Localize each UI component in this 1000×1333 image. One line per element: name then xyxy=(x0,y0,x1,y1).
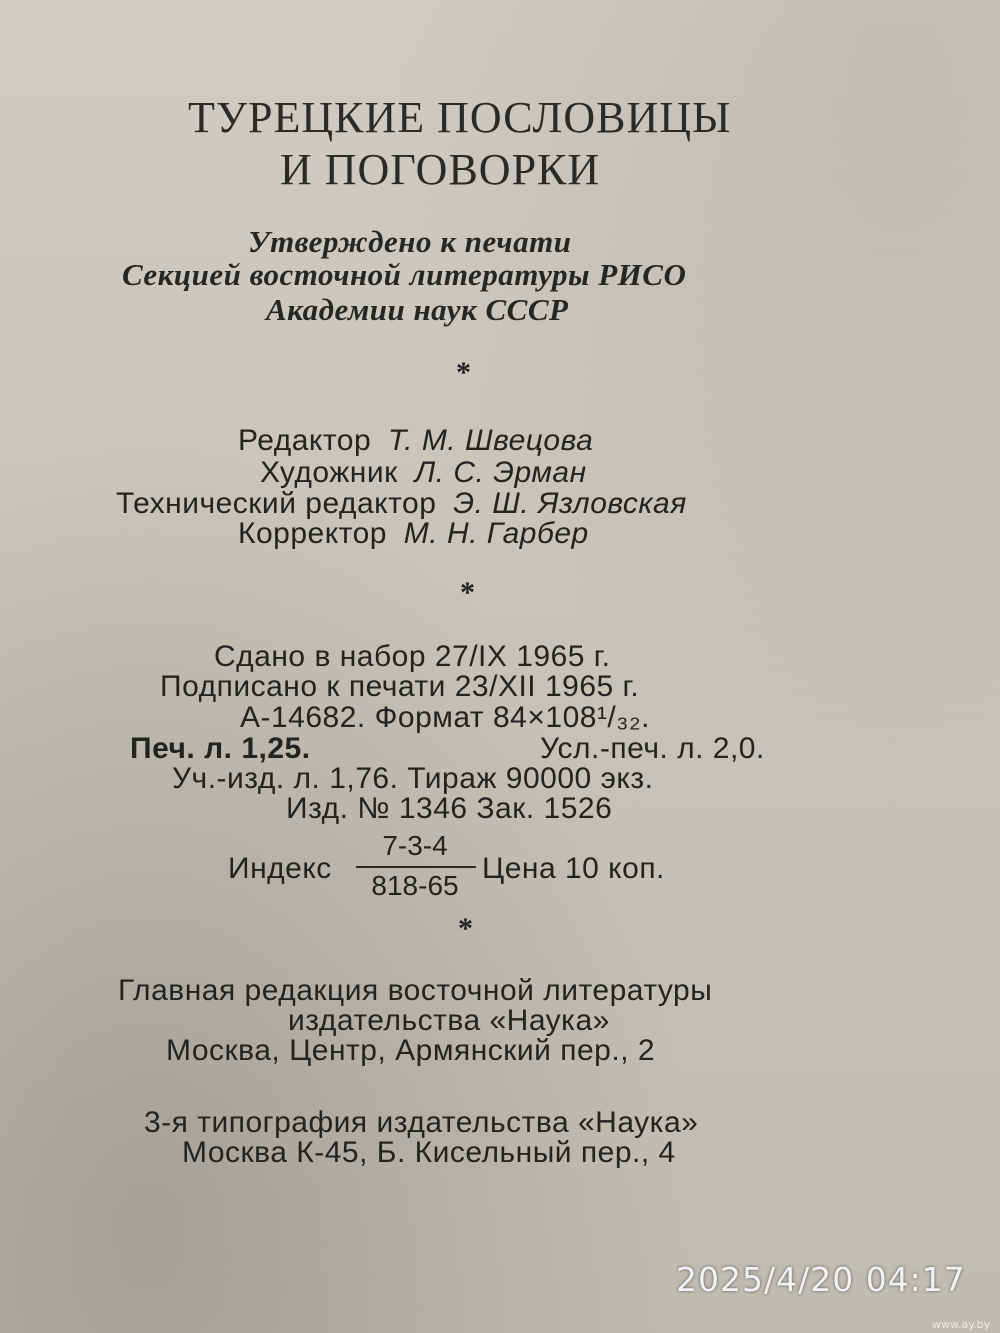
separator-star-2: * xyxy=(460,576,476,609)
publisher-line-1: Главная редакция восточной литературы xyxy=(118,974,713,1007)
credit-name: Л. С. Эрман xyxy=(414,456,587,489)
credit-editor xyxy=(238,424,593,458)
index-denominator: 818-65 xyxy=(371,870,459,901)
credit-proofreader xyxy=(238,517,589,551)
credit-role: Технический редактор xyxy=(116,487,437,520)
approval-line-1: Утверждено к печати xyxy=(248,224,572,259)
credit-tech-editor xyxy=(116,487,687,521)
separator-star-3: * xyxy=(458,912,474,945)
printing-line-6: Изд. № 1346 Зак. 1526 xyxy=(286,792,613,825)
publisher-line-3: Москва, Центр, Армянский пер., 2 xyxy=(166,1034,656,1067)
site-watermark: www.ay.by xyxy=(932,1318,991,1331)
credit-role: Художник xyxy=(260,456,398,489)
index-numerator: 7-3-4 xyxy=(382,830,448,861)
index-fraction-bar xyxy=(356,866,476,868)
approval-line-2: Секцией восточной литературы РИСО xyxy=(122,257,687,292)
book-title-line-1: ТУРЕЦКИЕ ПОСЛОВИЦЫ xyxy=(188,93,732,142)
printer-line-2: Москва К-45, Б. Кисельный пер., 4 xyxy=(182,1136,676,1169)
publisher-line-2: издательства «Наука» xyxy=(288,1004,610,1037)
credit-role: Корректор xyxy=(238,517,387,550)
printing-line-5: Уч.-изд. л. 1,76. Тираж 90000 экз. xyxy=(172,762,654,795)
credit-name: Т. М. Швецова xyxy=(387,424,594,457)
printer-line-1: 3-я типография издательства «Наука» xyxy=(144,1106,699,1139)
printing-line-4-left: Печ. л. 1,25. xyxy=(130,732,311,765)
printing-line-3: А-14682. Формат 84×108¹/₃₂. xyxy=(240,701,650,734)
index-price: Цена 10 коп. xyxy=(482,852,665,885)
photo-timestamp: 2025/4/20 04:17 xyxy=(676,1260,966,1299)
book-title-line-2: И ПОГОВОРКИ xyxy=(280,145,601,194)
separator-star-1: * xyxy=(456,356,472,389)
printing-line-2: Подписано к печати 23/XII 1965 г. xyxy=(160,670,640,703)
credit-name: Э. Ш. Язловская xyxy=(453,487,687,520)
printing-line-4-right: Усл.-печ. л. 2,0. xyxy=(540,732,765,765)
approval-line-3: Академии наук СССР xyxy=(266,292,569,327)
index-label: Индекс xyxy=(228,852,332,885)
credit-artist xyxy=(260,456,587,490)
credit-role: Редактор xyxy=(238,424,372,457)
printing-line-1: Сдано в набор 27/IX 1965 г. xyxy=(214,640,611,673)
credit-name: М. Н. Гарбер xyxy=(403,517,589,550)
